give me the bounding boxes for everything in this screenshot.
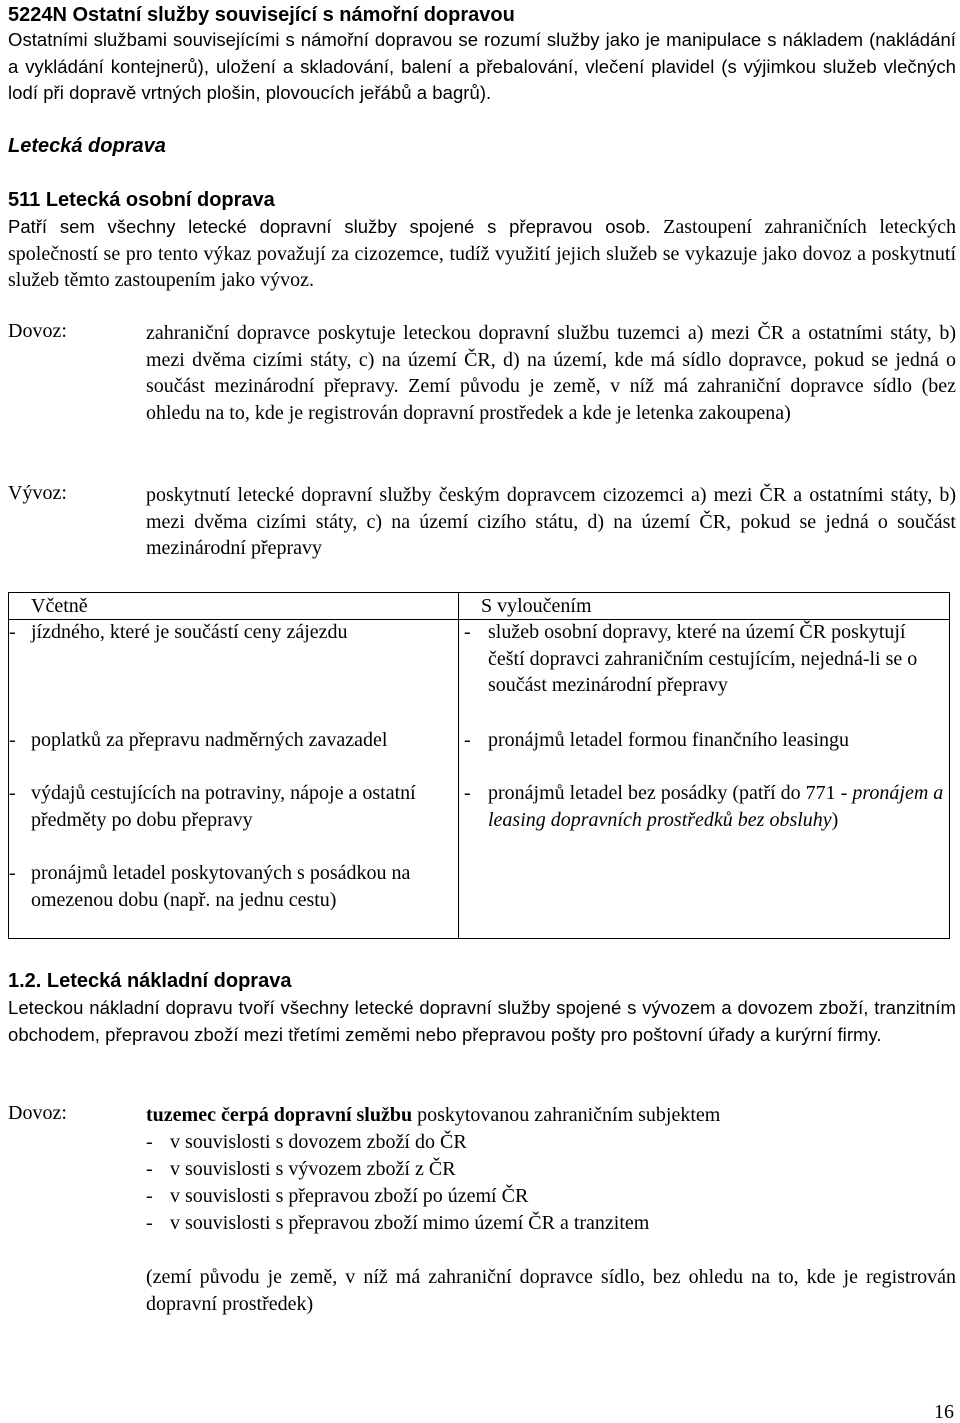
section-5224-body-block bbox=[8, 27, 956, 107]
table-left-item-text: výdajů cestujících na potraviny, nápoje a ostatní předměty po dobu přepravy bbox=[31, 782, 416, 831]
bullet-text: v souvislosti s přepravou zboží mimo území ČR a tranzitem bbox=[170, 1212, 650, 1234]
list-dash: - bbox=[146, 1212, 153, 1234]
section-12-heading-block bbox=[8, 968, 956, 994]
section-12-body: Leteckou nákladní dopravu tvoří všechny letecké dopravní služby spojené s vývozem a dovozem zboží, tranzitním obchodem, přepravou zboží mezi třetími zeměmi nebo přepravou pošty pro poštovní úřady a kurýrní firmy. bbox=[8, 997, 956, 1045]
section-511-heading-block bbox=[8, 187, 956, 213]
section-12-dovoz-bold: tuzemec čerpá dopravní službu bbox=[146, 1104, 413, 1126]
bullet-text: v souvislosti s přepravou zboží po území ČR bbox=[170, 1185, 529, 1207]
list-dash: - bbox=[9, 862, 16, 884]
page-number: 16 bbox=[934, 1401, 954, 1423]
table-right-item-text bbox=[488, 780, 944, 833]
list-dash: - bbox=[464, 729, 471, 751]
section-12-bullet-list bbox=[146, 1129, 956, 1237]
section-511-intro-lead: Patří sem všechny letecké dopravní služby spojené s přepravou osob. bbox=[8, 216, 651, 237]
bullet-item bbox=[146, 1183, 956, 1210]
bullet-text: v souvislosti s dovozem zboží do ČR bbox=[170, 1131, 467, 1153]
bullet-item bbox=[146, 1210, 956, 1237]
table-right-last-suffix: ) bbox=[831, 808, 839, 831]
list-dash: - bbox=[146, 1185, 153, 1207]
list-dash: - bbox=[9, 729, 16, 751]
section-511-intro bbox=[8, 214, 956, 294]
section-511-dovoz-text: zahraniční dopravce poskytuje leteckou dopravní službu tuzemci a) mezi ČR a ostatními státy, b) mezi dvěma cizími státy, c) na území ČR, d) na území, kde má sídlo dopravce, pokud se jedná o součást mezinárodní přepravy. Zemí původu je země, v níž má zahraniční dopravce sídlo (bez ohledu na to, kde je registrován dopravní prostředek a kde je letenka zakoupena) bbox=[146, 322, 956, 424]
table-right-column bbox=[458, 619, 948, 939]
table-right-last-prefix: pronájmů letadel bez posádky (patří do 771 - bbox=[488, 782, 853, 804]
section-12-dovoz-rest: poskytovanou zahraničním subjektem bbox=[412, 1104, 721, 1126]
table-left-item-text: pronájmů letadel poskytovaných s posádkou na omezenou dobu (např. na jednu cestu) bbox=[31, 862, 411, 911]
table-right-item-text: pronájmů letadel formou finančního leasingu bbox=[488, 729, 850, 751]
section-511-intro-block bbox=[8, 214, 956, 294]
list-dash: - bbox=[464, 782, 471, 804]
bullet-item bbox=[146, 1129, 956, 1156]
letecka-heading-block bbox=[8, 133, 956, 159]
section-511-dovoz-label: Dovoz: bbox=[8, 320, 67, 342]
section-12-note: (zemí původu je země, v níž má zahraniční dopravce sídlo, bez ohledu na to, kde je registrován dopravní prostředek) bbox=[146, 1266, 956, 1315]
table-right-last-italic: pronájem a leasing dopravních prostředků bez obsluhy bbox=[488, 782, 944, 831]
list-dash: - bbox=[146, 1131, 153, 1153]
bullet-text: v souvislosti s vývozem zboží z ČR bbox=[170, 1158, 456, 1180]
section-5224-heading: 5224N Ostatní služby související s námořní dopravou bbox=[8, 4, 515, 26]
table-right-item-text: služeb osobní dopravy, které na území ČR poskytují čeští dopravci zahraničním cestujícím, nejedná-li se o součást mezinárodní přepravy bbox=[488, 621, 918, 696]
section-5224-body: Ostatními službami souvisejícími s námořní dopravou se rozumí služby jako je manipulace s nákladem (nakládání a vykládání kontejnerů), uložení a skladování, balení a přebalování, vlečení plavidel (s výjimkou služeb vlečných lodí při dopravě vrtných plošin, plovoucích jeřábů a bagrů). bbox=[8, 29, 956, 103]
section-5224-heading-block bbox=[8, 2, 956, 28]
table-left-item-text: jízdného, které je součástí ceny zájezdu bbox=[31, 621, 348, 643]
table-left-item-text: poplatků za přepravu nadměrných zavazadel bbox=[31, 729, 388, 751]
list-dash: - bbox=[9, 782, 16, 804]
table-left-column bbox=[9, 619, 449, 939]
section-511-vyvoz-text: poskytnutí letecké dopravní služby českým dopravcem cizozemci a) mezi ČR a ostatními státy, b) mezi dvěma cizími státy, c) na území cizího státu, d) na území ČR, pokud se jedná o součást mezinárodní přepravy bbox=[146, 484, 956, 559]
section-511-intro-rest: Zastoupení zahraničních leteckých společností se pro tento výkaz považují za cizozemce, tudíž využití jejich služeb se vykazuje jako dovoz a poskytnutí služeb těmto zastoupením jako vývoz. bbox=[8, 216, 956, 291]
list-dash: - bbox=[9, 621, 16, 643]
section-12-dovoz-label: Dovoz: bbox=[8, 1102, 67, 1124]
list-dash: - bbox=[146, 1158, 153, 1180]
section-12-heading-text: 1.2. Letecká nákladní doprava bbox=[8, 970, 292, 992]
list-dash: - bbox=[464, 621, 471, 643]
table-header-excluding: S vyloučením bbox=[481, 595, 592, 617]
inclusion-exclusion-table bbox=[8, 592, 950, 939]
section-12-heading bbox=[8, 968, 956, 994]
section-511-vyvoz-label: Vývoz: bbox=[8, 482, 67, 504]
table-header-including: Včetně bbox=[31, 595, 88, 617]
section-12-body-block bbox=[8, 995, 956, 1048]
section-511-heading: 511 Letecká osobní doprava bbox=[8, 189, 275, 211]
section-12-dovoz-text bbox=[146, 1102, 956, 1129]
letecka-heading: Letecká doprava bbox=[8, 135, 166, 157]
bullet-item bbox=[146, 1156, 956, 1183]
